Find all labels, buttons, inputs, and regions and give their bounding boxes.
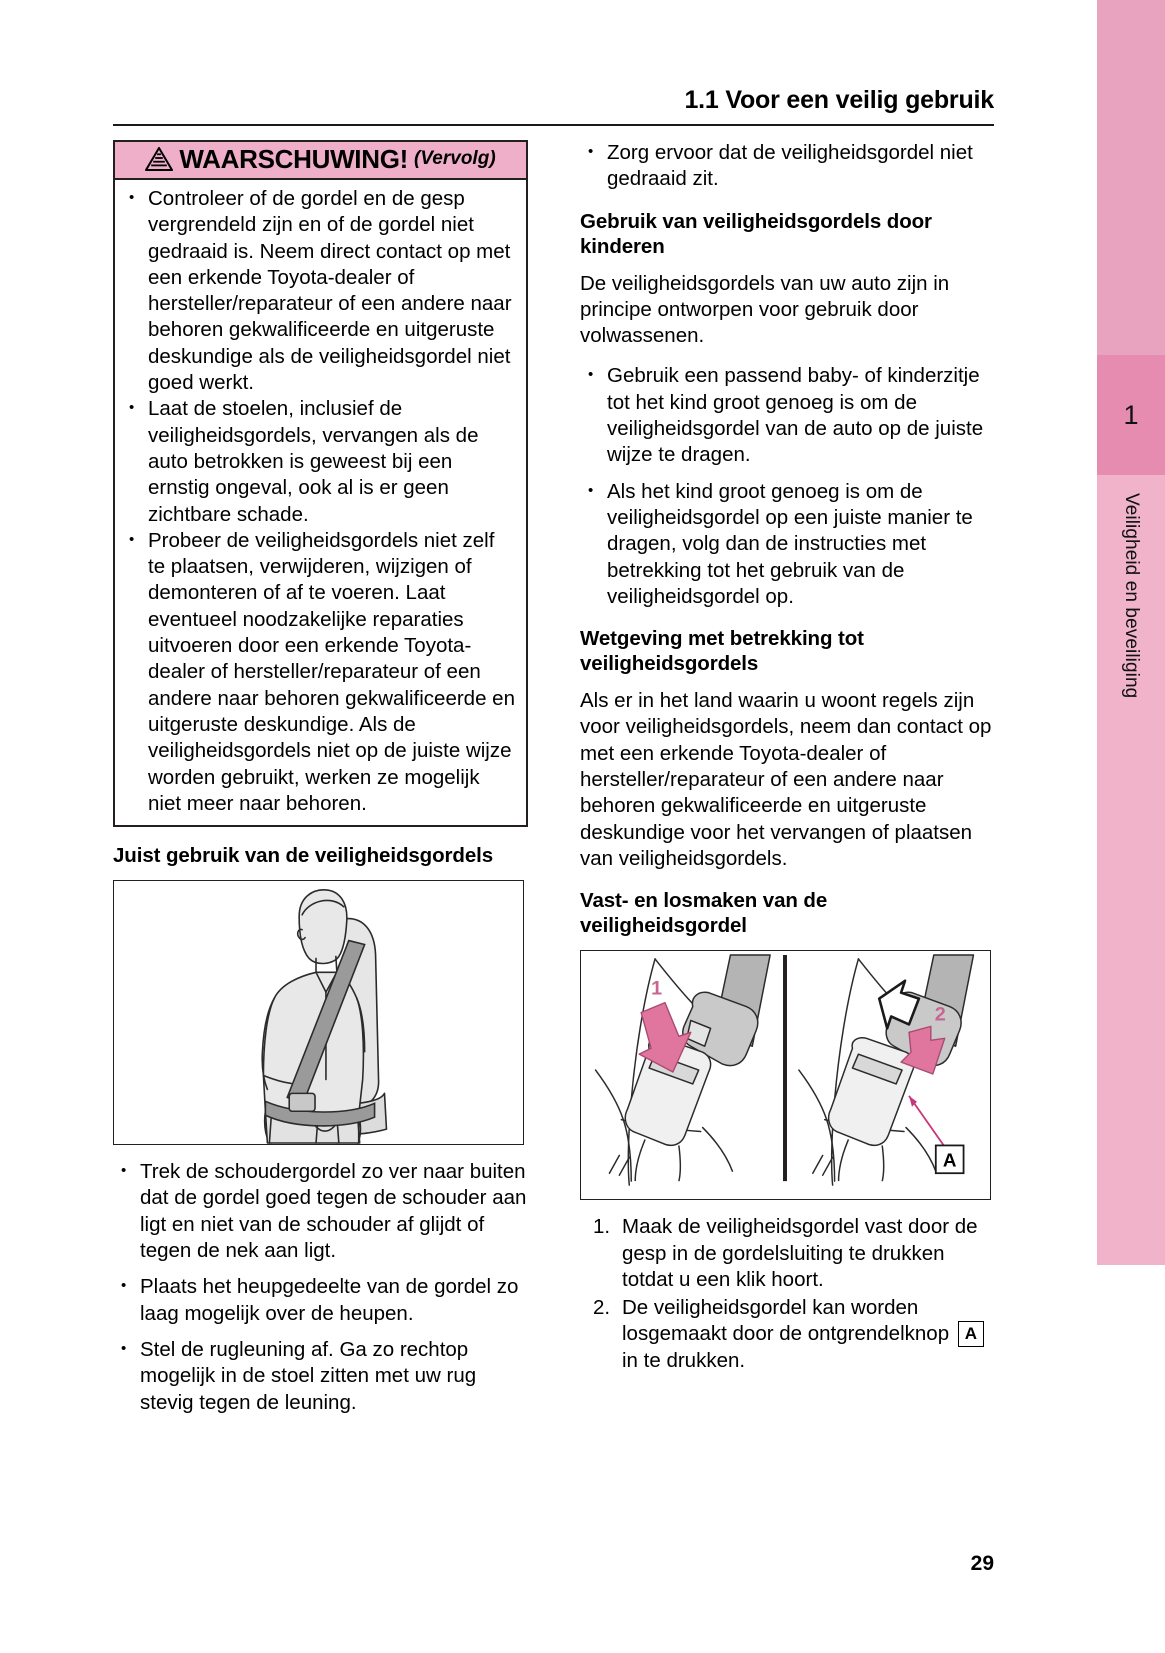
callout-2: 2 — [934, 1003, 946, 1026]
left-column — [113, 140, 528, 1426]
warning-box — [113, 140, 528, 827]
page-number: 29 — [970, 1552, 994, 1575]
release-button-label-box: A — [958, 1321, 984, 1347]
heading-fasten-release: Vast- en losmaken van de veiligheidsgordel — [580, 889, 828, 938]
tab-chapter-number: 1 — [1123, 399, 1139, 430]
warning-box-header — [115, 142, 526, 180]
list-item: • Controleer of de gordel en de gesp vergrendeld zijn en of de gordel niet gedraaid is. Neem direct contact op met een erkende Toyota-dealer of hersteller/reparateur of een andere naar behoren gekwalificeerde en uitgeruste deskundige als de veiligheidsgordel niet goed werkt. — [121, 186, 516, 396]
heading-children-use: Gebruik van veiligheidsgordels door kinderen — [580, 209, 932, 258]
top-bullet-list — [580, 140, 995, 193]
warning-box-body — [115, 180, 526, 825]
warning-triangle-icon — [145, 147, 173, 171]
tab-chapter-label-box — [1097, 475, 1165, 1265]
right-column — [580, 140, 995, 1376]
list-item: • Gebruik een passend baby- of kinderzitje tot het kind groot genoeg is om de veiligheidsgordel van de auto op de juiste wijze te dragen. — [580, 363, 995, 468]
list-item: • Als het kind groot genoeg is om de veiligheidsgordel op een juiste manier te dragen, volg dan de instructies met betrekking tot het gebruik van de veiligheidsgordel op. — [580, 479, 995, 610]
step-1-text: Maak de veiligheidsgordel vast door de gesp in de gordelsluiting te drukken totdat u een klik hoort. — [622, 1215, 978, 1291]
step-2-text-after: in te drukken. — [622, 1348, 746, 1372]
tab-chapter-number-box — [1097, 355, 1165, 475]
legislation-text: Als er in het land waarin u woont regels zijn voor veiligheidsgordels, neem dan contact op met een erkende Toyota-dealer of hersteller/reparateur of een andere naar behoren gekwalificeerde en uitgeruste deskundige voor het vervangen of plaatsen van veiligheidsgordels. — [580, 689, 992, 870]
chapter-tab-strip — [1097, 0, 1165, 1653]
correct-use-bullet-list — [113, 1159, 528, 1416]
list-item: • Stel de rugleuning af. Ga zo rechtop mogelijk in de stoel zitten met uw rug stevig tegen de leuning. — [113, 1337, 528, 1416]
tab-chapter-label: Veiligheid en beveiliging — [1121, 493, 1142, 699]
list-item: • Plaats het heupgedeelte van de gordel zo laag mogelijk over de heupen. — [113, 1274, 528, 1327]
heading-legislation: Wetgeving met betrekking tot veiligheidsgordels — [580, 627, 864, 676]
heading-correct-use: Juist gebruik van de veiligheidsgordels — [113, 844, 494, 868]
callout-a: A — [942, 1149, 957, 1171]
list-item: • Zorg ervoor dat de veiligheidsgordel niet gedraaid zit. — [580, 140, 995, 193]
list-item: • Probeer de veiligheidsgordels niet zelf te plaatsen, verwijderen, wijzigen of demonteren of af te voeren. Laat eventueel noodzakelijke reparaties uitvoeren door een erkende Toyota-dealer of hersteller/reparateur of een andere naar behoren gekwalificeerde en uitgeruste deskundige. Als de veiligheidsgordels niet op de juiste wijze worden gebruikt, werken ze mogelijk niet meer naar behoren. — [121, 528, 516, 817]
list-item: • Trek de schoudergordel zo ver naar buiten dat de gordel goed tegen de schouder aan ligt en niet van de schouder af glijdt of tegen de nek aan ligt. — [113, 1159, 528, 1264]
warning-bullet-list — [121, 186, 516, 817]
step-2-text-before: De veiligheidsgordel kan worden losgemaakt door de ontgrendelknop — [622, 1296, 950, 1346]
seated-occupant-seatbelt-illustration — [113, 880, 524, 1145]
fasten-release-steps-list — [580, 1214, 995, 1374]
children-bullet-list — [580, 363, 995, 610]
warning-continued-label: (Vervolg) — [414, 147, 496, 169]
children-intro-text: De veiligheidsgordels van uw auto zijn in principe ontworpen voor gebruik door volwassenen. — [580, 271, 950, 348]
tab-band-top — [1097, 0, 1165, 355]
warning-title: WAARSCHUWING! — [179, 144, 408, 174]
list-item: • Laat de stoelen, inclusief de veiligheidsgordels, vervangen als de auto betrokken is geweest bij een ernstig ongeval, ook al is er geen zichtbare schade. — [121, 396, 516, 527]
list-item — [580, 1214, 995, 1293]
callout-1: 1 — [651, 977, 663, 1000]
page-header-title: 1.1 Voor een veilig gebruik — [684, 86, 994, 114]
buckle-fasten-release-illustration — [580, 950, 991, 1200]
list-item — [580, 1295, 995, 1374]
header-divider — [113, 124, 994, 126]
